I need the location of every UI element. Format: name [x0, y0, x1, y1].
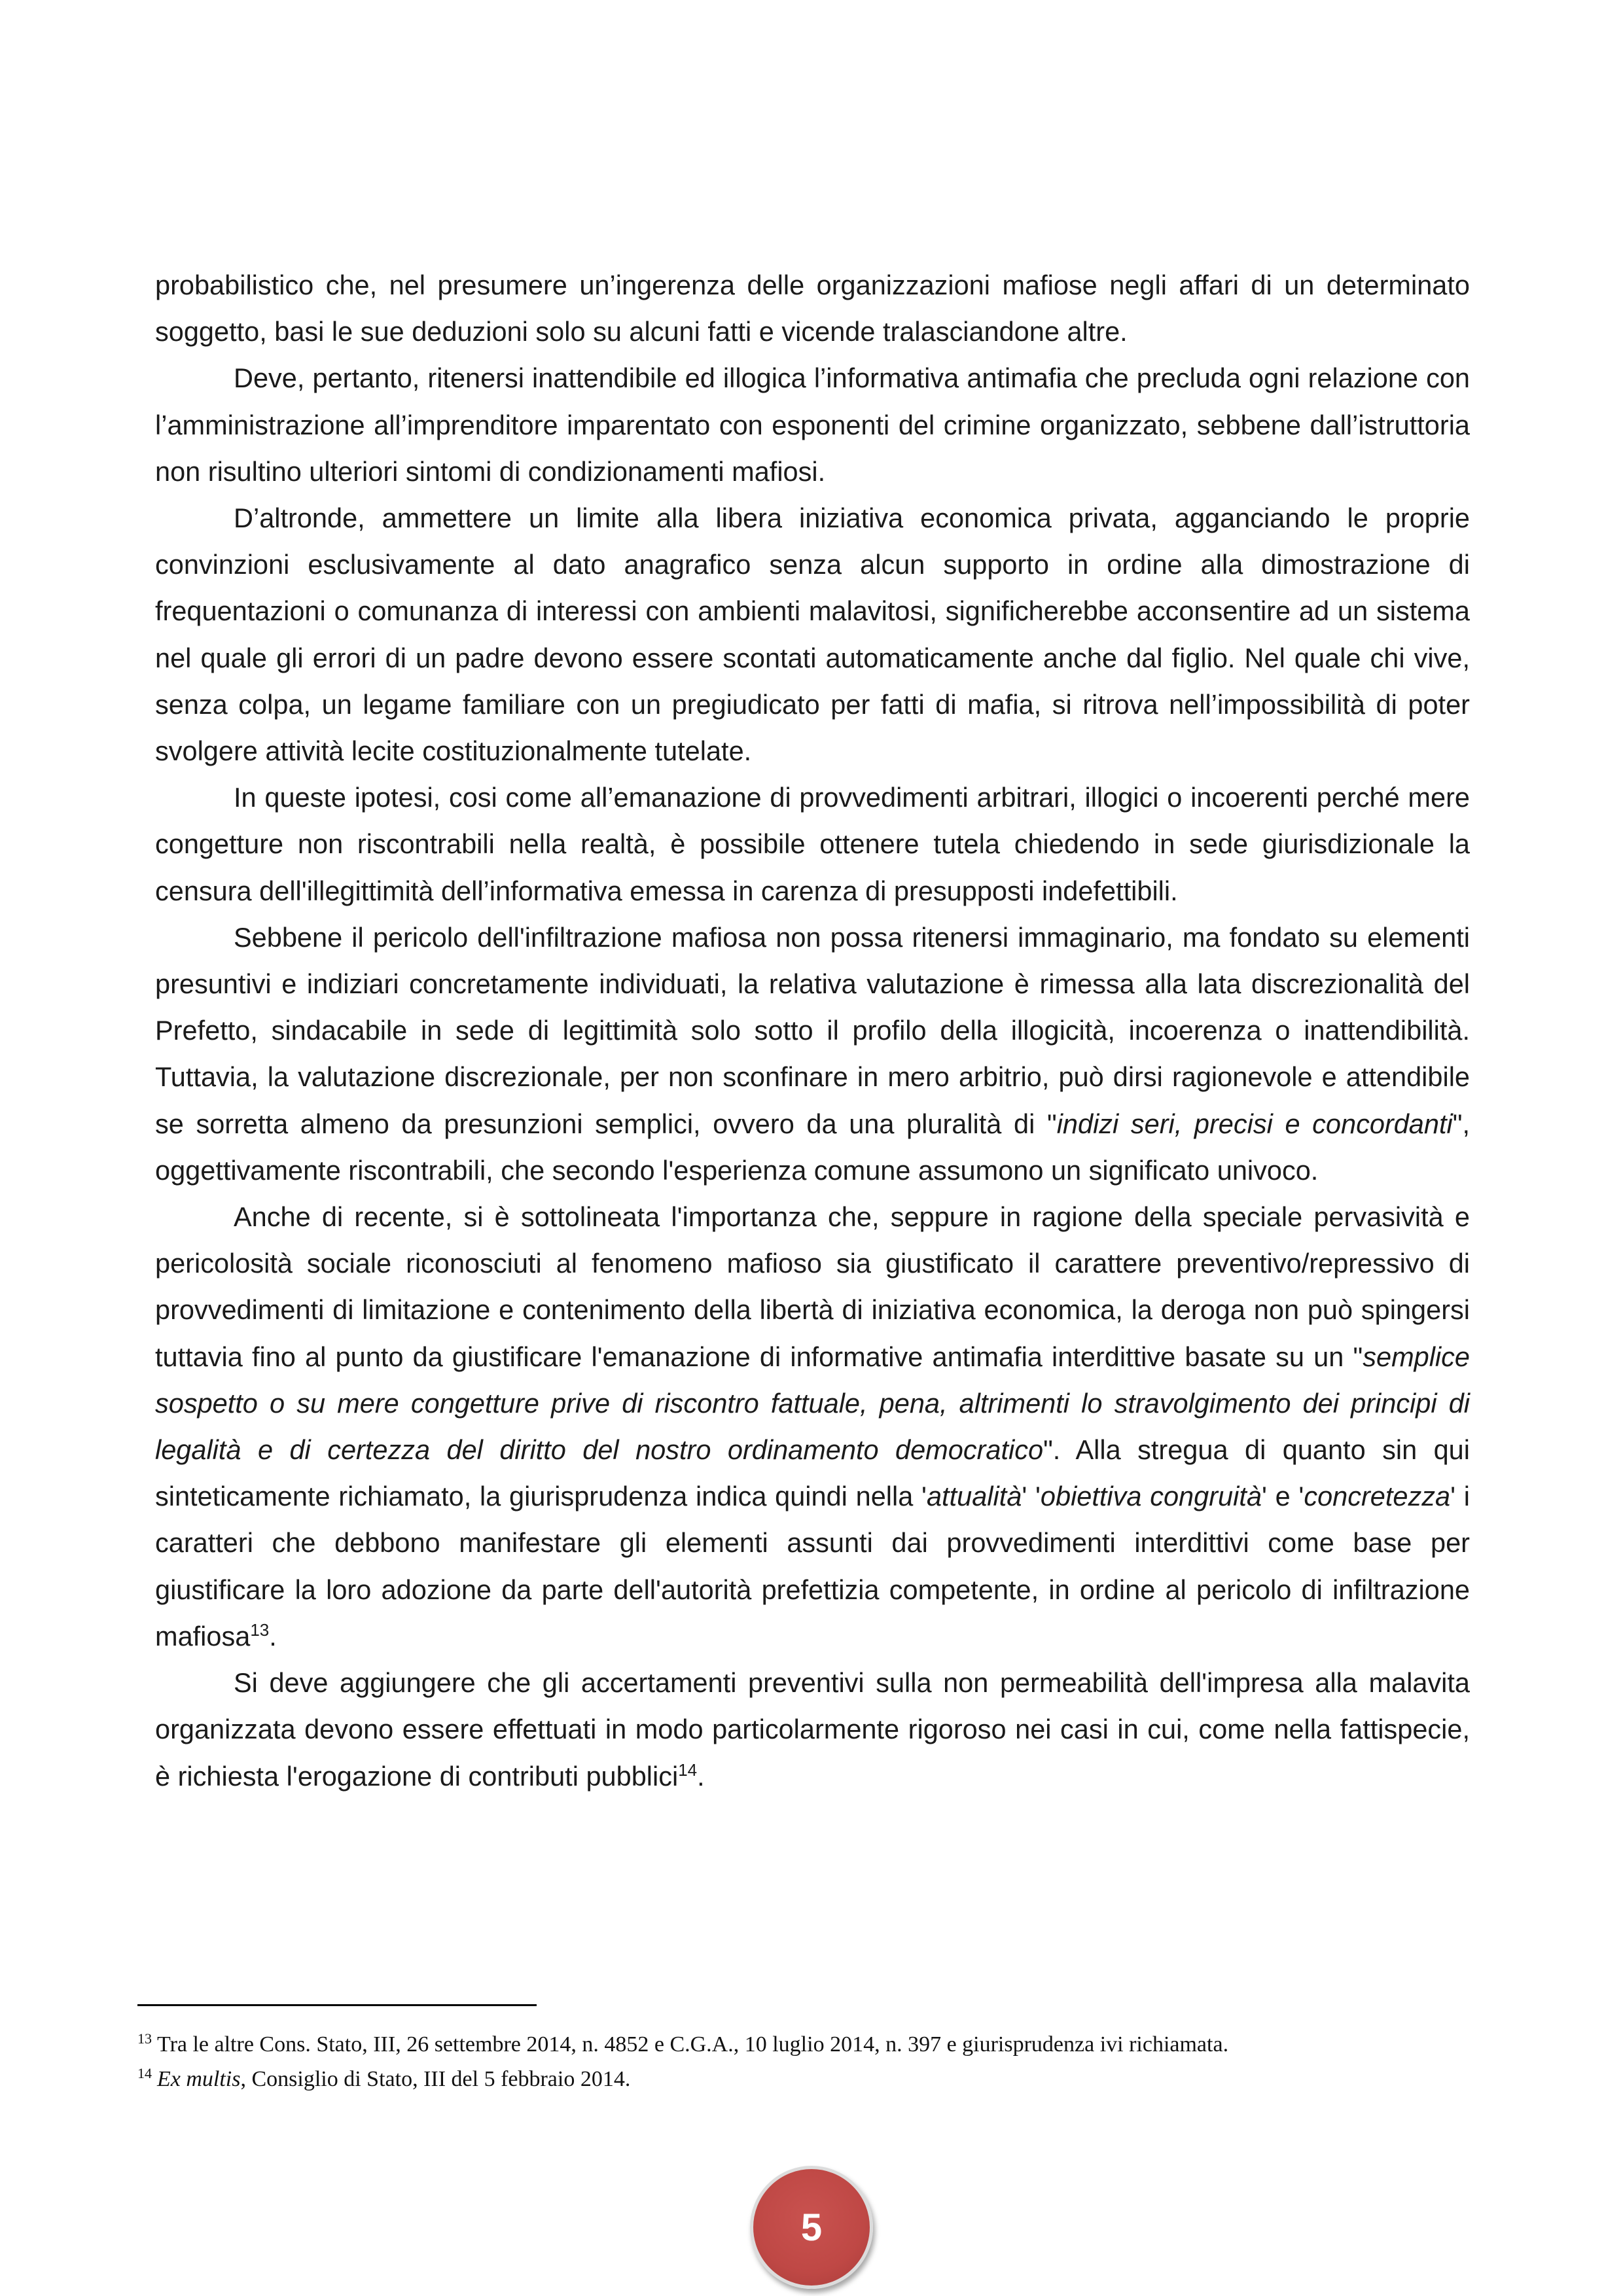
paragraph: [155, 262, 1470, 355]
paragraph: [155, 495, 1470, 774]
text-run: Si deve aggiungere che gli accertamenti preventivi sulla non permeabilità dell'impresa alla malavita organizzata devono essere effettuati in modo particolarmente rigoroso nei casi in cui, come nella fattispecie, è richiesta l'erogazione di contributi pubblici: [155, 1667, 1470, 1792]
text-run: Deve, pertanto, ritenersi inattendibile ed illogica l’informativa antimafia che precluda ogni relazione con l’amministrazione all’imprenditore imparentato con esponenti del crimine organizzato, sebbene dall’istruttoria non risultino ulteriori sintomi di condizionamenti mafiosi.: [155, 362, 1470, 487]
italic-text: concretezza: [1304, 1481, 1451, 1512]
footnote: [137, 2027, 1479, 2062]
footnote-number: 13: [137, 2030, 152, 2047]
text-run: In queste ipotesi, cosi come all’emanazione di provvedimenti arbitrari, illogici o incoerenti perché mere congetture non riscontrabili nella realtà, è possibile ottenere tutela chiedendo in sede giurisdizionale la censura dell'illegittimità dell’informativa emessa in carenza di presupposti indefettibili.: [155, 782, 1470, 906]
footnote: [137, 2062, 1479, 2096]
text-run: D’altronde, ammettere un limite alla libera iniziativa economica privata, agganciando le proprie convinzioni esclusivamente al dato anagrafico senza alcun supporto in ordine alla dimostrazione di frequentazioni o comunanza di interessi con ambienti malavitosi, significherebbe acconsentire ad un sistema nel quale gli errori di un padre devono essere scontati automaticamente anche dal figlio. Nel quale chi vive, senza colpa, un legame familiare con un pregiudicato per fatti di mafia, si ritrova nell’impossibilità di poter svolgere attività lecite costituzionalmente tutelate.: [155, 503, 1470, 767]
text-run: .: [697, 1760, 705, 1792]
paragraph: [155, 1193, 1470, 1659]
text-run: ' e ': [1261, 1481, 1304, 1512]
italic-text: Ex multis: [157, 2067, 241, 2091]
page-number: 5: [800, 2206, 823, 2249]
text-run: ". Alla stregua di quanto sin qui sinteticamente richiamato, la giurisprudenza indica quindi nella ': [155, 1434, 1470, 1512]
page-number-badge: [750, 2166, 873, 2289]
text-run: .: [269, 1620, 277, 1651]
text-run: Sebbene il pericolo dell'infiltrazione mafiosa non possa ritenersi immaginario, ma fondato su elementi presuntivi e indiziari concretamente individuati, la relativa valutazione è rimessa alla lata discrezionalità del Prefetto, sindacabile in sede di legittimità solo sotto il profilo della illogicità, incoerenza o inattendibilità. Tuttavia, la valutazione discrezionale, per non sconfinare in mero arbitrio, può dirsi ragionevole e attendibile se sorretta almeno da presunzioni semplici, ovvero da una pluralità di ": [155, 921, 1470, 1139]
paragraph: [155, 355, 1470, 495]
footnote-reference: 14: [678, 1759, 698, 1780]
paragraph: [155, 1659, 1470, 1799]
italic-text: semplice sospetto o su mere congetture prive di riscontro fattuale, pena, altrimenti lo stravolgimento dei principi di legalità e di certezza del diritto del nostro ordinamento democratico: [155, 1341, 1470, 1466]
footnote-number: 14: [137, 2064, 152, 2081]
footnote-separator: [137, 2004, 537, 2006]
italic-text: obiettiva congruità: [1040, 1481, 1262, 1512]
footnote-reference: 13: [250, 1620, 270, 1640]
text-run: ' i caratteri che debbono manifestare gli elementi assunti dai provvedimenti interdittivi come base per giustificare la loro adozione da parte dell'autorità prefettizia competente, in ordine al pericolo di infiltrazione mafiosa: [155, 1481, 1470, 1651]
text-run: probabilistico che, nel presumere un’ingerenza delle organizzazioni mafiose negli affari di un determinato soggetto, basi le sue deduzioni solo su alcuni fatti e vicende tralasciandone altre.: [155, 270, 1470, 347]
italic-text: indizi seri, precisi e concordanti: [1056, 1108, 1453, 1139]
text-run: Tra le altre Cons. Stato, III, 26 settembre 2014, n. 4852 e C.G.A., 10 luglio 2014, n. 397 e giurisprudenza ivi richiamata.: [157, 2032, 1229, 2057]
text-run: Anche di recente, si è sottolineata l'importanza che, seppure in ragione della speciale pervasività e pericolosità sociale riconosciuti al fenomeno mafioso sia giustificato il carattere preventivo/repressivo di provvedimenti di limitazione e contenimento della libertà di iniziativa economica, la deroga non può spingersi tuttavia fino al punto da giustificare l'emanazione di informative antimafia interdittive basate su un ": [155, 1201, 1470, 1372]
text-run: , Consiglio di Stato, III del 5 febbraio 2014.: [240, 2067, 631, 2091]
paragraph: [155, 774, 1470, 914]
italic-text: attualità: [926, 1481, 1022, 1512]
text-run: ' ': [1022, 1481, 1041, 1512]
paragraph: [155, 914, 1470, 1193]
text-run: ", oggettivamente riscontrabili, che secondo l'esperienza comune assumono un significato univoco.: [155, 1108, 1470, 1186]
body-text: [155, 262, 1470, 1799]
footnotes: [137, 2027, 1479, 2096]
